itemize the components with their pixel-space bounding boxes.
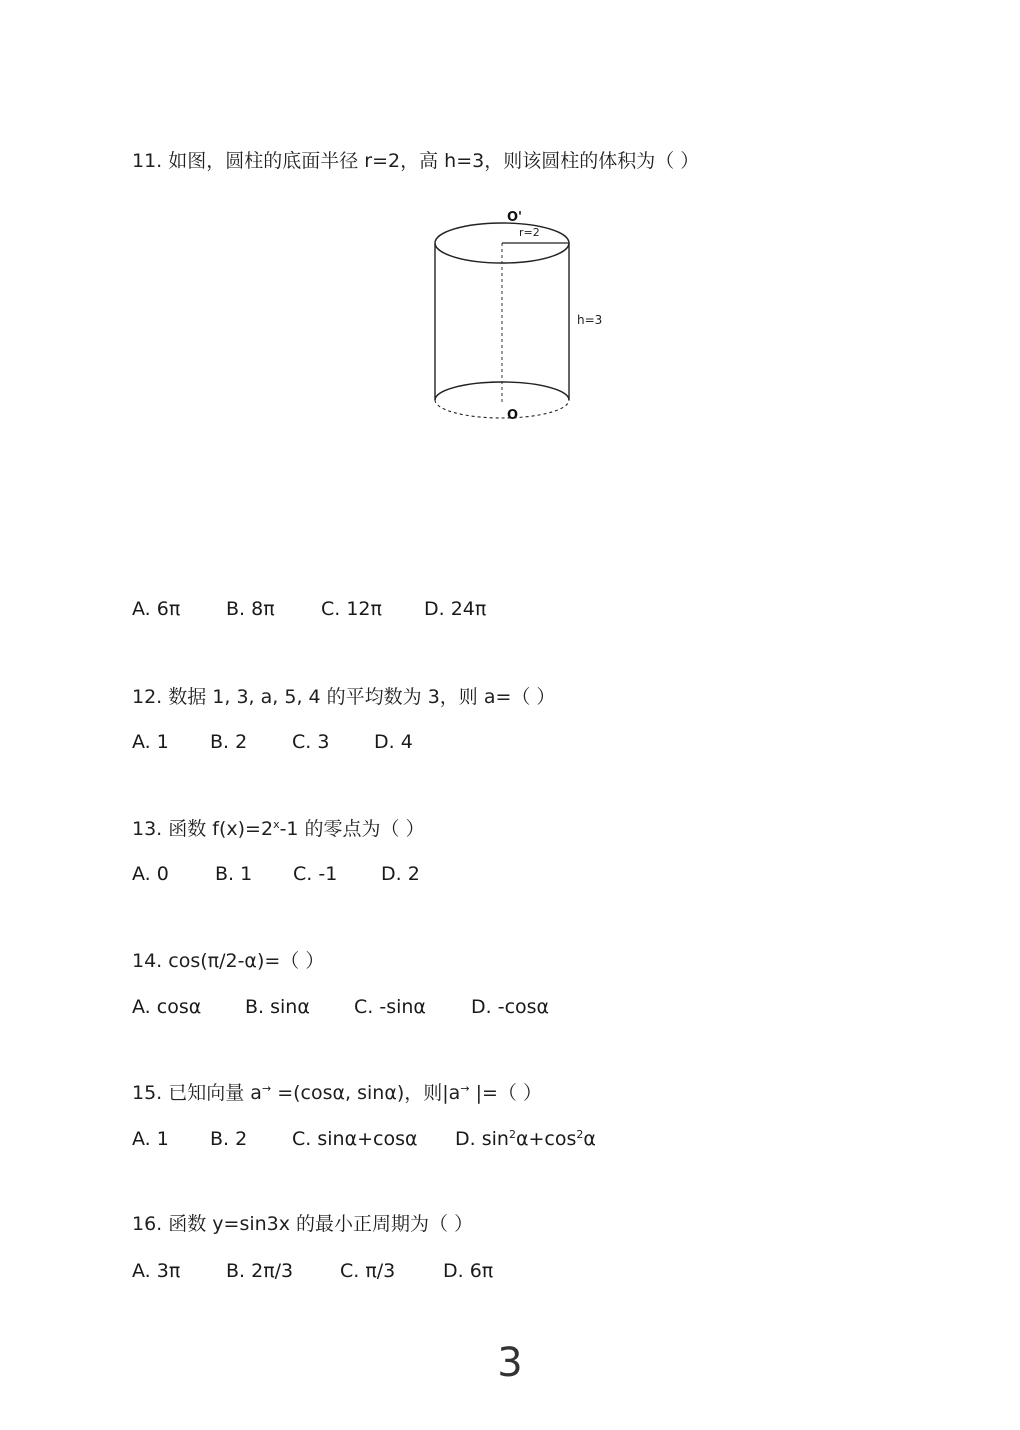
page-number: 3 bbox=[497, 1340, 523, 1386]
question-16-stem: 16. 函数 y=sin3x 的最小正周期为（ ） bbox=[132, 1213, 474, 1235]
option-b: B. 2π/3 bbox=[226, 1260, 294, 1282]
top-center-label: O' bbox=[507, 210, 523, 225]
option-b: B. 2 bbox=[210, 1128, 248, 1150]
option-c: C. -sinα bbox=[354, 996, 426, 1018]
option-a: A. cosα bbox=[132, 996, 202, 1018]
vector-arrow-1: → bbox=[261, 1082, 272, 1095]
radius-label: r=2 bbox=[519, 226, 540, 239]
q15-stem-part-2: =(cosα, sinα)，则|a bbox=[271, 1082, 461, 1104]
option-a: A. 1 bbox=[132, 731, 169, 753]
option-d: D. 4 bbox=[374, 731, 413, 753]
q13-stem-post: -1 的零点为（ ） bbox=[279, 818, 425, 840]
cylinder-figure bbox=[420, 200, 620, 440]
q15-stem-part-1: 15. 已知向量 a bbox=[132, 1082, 262, 1104]
option-c: C. 12π bbox=[321, 598, 382, 620]
q15-stem-part-3: |=（ ） bbox=[469, 1082, 542, 1104]
option-c: C. sinα+cosα bbox=[292, 1128, 418, 1150]
cylinder-bottom-front-arc bbox=[435, 400, 569, 418]
option-d: D. -cosα bbox=[471, 996, 550, 1018]
option-a: A. 6π bbox=[132, 598, 181, 620]
option-d-square-2: 2 bbox=[576, 1128, 584, 1141]
bottom-center-label: O bbox=[507, 408, 519, 423]
option-d: D. 2 bbox=[381, 863, 420, 885]
q13-exponent: x bbox=[273, 818, 280, 831]
option-b: B. sinα bbox=[245, 996, 310, 1018]
question-11-stem: 11. 如图，圆柱的底面半径 r=2，高 h=3，则该圆柱的体积为（ ） bbox=[132, 150, 700, 172]
cylinder-bottom-back-arc bbox=[435, 382, 569, 400]
option-a: A. 1 bbox=[132, 1128, 169, 1150]
question-14-stem: 14. cos(π/2-α)=（ ） bbox=[132, 950, 325, 972]
option-d-pre: D. sin bbox=[455, 1128, 509, 1150]
question-13-stem bbox=[132, 816, 425, 842]
question-15-stem bbox=[132, 1080, 542, 1106]
vector-arrow-2: → bbox=[460, 1082, 470, 1095]
option-d bbox=[455, 1126, 596, 1152]
option-d-post: α bbox=[583, 1128, 596, 1150]
option-d-square-1: 2 bbox=[508, 1128, 516, 1141]
option-a: A. 3π bbox=[132, 1260, 181, 1282]
q13-stem-pre: 13. 函数 f(x)=2 bbox=[132, 818, 274, 840]
option-b: B. 1 bbox=[215, 863, 253, 885]
option-c: C. π/3 bbox=[340, 1260, 396, 1282]
option-b: B. 2 bbox=[210, 731, 248, 753]
height-label: h=3 bbox=[577, 313, 603, 327]
option-b: B. 8π bbox=[226, 598, 275, 620]
option-a: A. 0 bbox=[132, 863, 169, 885]
option-d: D. 24π bbox=[424, 598, 487, 620]
option-d: D. 6π bbox=[443, 1260, 494, 1282]
question-12-stem: 12. 数据 1, 3, a, 5, 4 的平均数为 3，则 a=（ ） bbox=[132, 686, 556, 708]
option-c: C. -1 bbox=[293, 863, 338, 885]
option-c: C. 3 bbox=[292, 731, 330, 753]
option-d-mid: α+cos bbox=[515, 1128, 577, 1150]
